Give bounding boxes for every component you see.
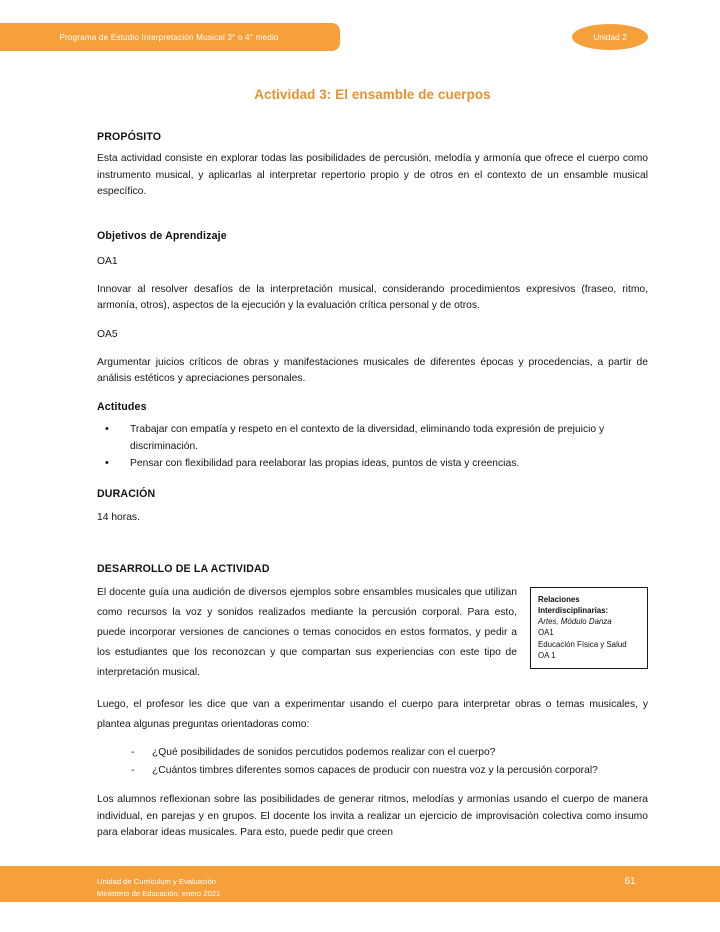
desarrollo-paragraph-1: El docente guía una audición de diversos ejemplos sobre ensambles musicales que utilizan como recursos la voz y sonidos realizados mediante la percusión corporal. Para esto, puede incorporar versiones de canciones o temas conocidos en estos formatos, y pedir a los estudiantes que los reconozcan y que compartan sus experiencias con este tipo de interpretación musical. <box>97 586 517 679</box>
section-heading-objetivos: Objetivos de Aprendizaje <box>97 230 227 243</box>
program-banner-label: Programa de Estudio Interpretación Musical 3° o 4° medio <box>59 32 279 42</box>
document-body <box>0 68 720 842</box>
section-heading-actitudes: Actitudes <box>97 401 147 414</box>
list-item: - ¿Cuántos timbres diferentes somos capaces de producir con nuestra voz y la percusión corporal? <box>97 763 648 780</box>
footer-line-2: Ministerio de Educación, enero 2021 <box>97 888 221 898</box>
relations-box-italic-line: Artes, Módulo Danza <box>538 617 612 627</box>
unit-badge <box>572 24 648 50</box>
unit-badge-label: Unidad 2 <box>593 32 627 42</box>
relations-box-title-line-2: Interdisciplinarias: <box>538 605 609 615</box>
oa-text-1: Innovar al resolver desafíos de la interpretación musical, considerando procedimientos expresivos (fraseo, ritmo, armonía, otros), aspectos de la ejecución y la evaluación crítica personal y de otros. <box>97 283 648 312</box>
page-header <box>0 0 720 68</box>
activity-title: Actividad 3: El ensamble de cuerpos <box>254 87 491 102</box>
desarrollo-flow-block <box>97 583 648 736</box>
relations-box-line-2: OA1 <box>538 628 554 638</box>
desarrollo-paragraph-3: Los alumnos reflexionan sobre las posibilidades de generar ritmos, melodías y armonías usando el cuerpo de manera individual, en parejas y en grupos. El docente los invita a realizar un ejercicio de improvisación colectiva como insumo para elaborar ideas musicales. Para esto, puede pedir que creen <box>97 794 648 839</box>
relations-box-line-3: Educación Física y Salud <box>538 639 627 649</box>
actitudes-list <box>97 422 648 473</box>
relations-box-title-line-1: Relaciones <box>538 594 580 604</box>
relaciones-interdisciplinarias-box <box>530 587 648 669</box>
footer-text <box>97 876 220 900</box>
desarrollo-paragraph-2: Luego, el profesor les dice que van a experimentar usando el cuerpo para interpretar obras o temas musicales, y plantea algunas preguntas orientadoras como: <box>97 699 648 731</box>
relations-box-line-4: OA 1 <box>538 650 556 660</box>
oa-text-2: Argumentar juicios críticos de obras y manifestaciones musicales de diferentes épocas y procedencias, a partir de análisis estéticos y apreciaciones personales. <box>97 356 648 385</box>
orienting-questions-list <box>97 745 648 780</box>
program-banner <box>0 23 340 51</box>
proposito-paragraph: Esta actividad consiste en explorar todas las posibilidades de percusión, melodía y armonía que ofrece el cuerpo como instrumento musical, y aplicarlas al interpretar repertorio propio y de otros en el contexto de un ensamble musical específico. <box>97 153 648 198</box>
duracion-value: 14 horas. <box>97 512 140 524</box>
section-heading-desarrollo: DESARROLLO DE LA ACTIVIDAD <box>97 562 270 575</box>
list-item: • Pensar con flexibilidad para reelaborar las propias ideas, puntos de vista y creencias. <box>97 456 648 473</box>
oa-code-1: OA1 <box>97 256 118 268</box>
section-heading-duracion: DURACIÓN <box>97 488 156 501</box>
footer-line-1: Unidad de Currículum y Evaluación <box>97 877 217 886</box>
list-item: - ¿Qué posibilidades de sonidos percutidos podemos realizar con el cuerpo? <box>97 745 648 762</box>
oa-code-2: OA5 <box>97 329 118 341</box>
section-heading-proposito: PROPÓSITO <box>97 131 162 143</box>
page-number: 61 <box>624 876 636 887</box>
list-item: • Trabajar con empatía y respeto en el contexto de la diversidad, eliminando toda expresión de prejuicio y discriminación. <box>97 422 648 455</box>
